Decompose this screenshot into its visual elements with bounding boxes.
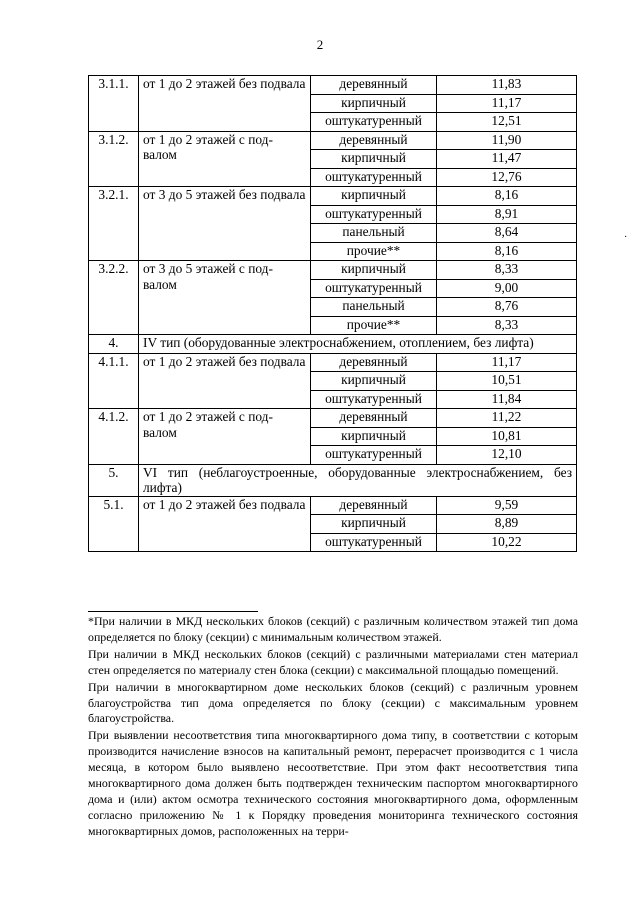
rates-table — [88, 75, 577, 552]
section-number: 4. — [89, 335, 139, 354]
wall-material: прочие** — [311, 316, 437, 335]
wall-material: деревянный — [311, 496, 437, 515]
section-row — [89, 464, 577, 496]
row-number: 4.1.1. — [89, 353, 139, 409]
table-row — [89, 187, 577, 206]
row-number: 5.1. — [89, 496, 139, 552]
rate-value: 11,84 — [437, 390, 577, 409]
rate-value: 8,64 — [437, 224, 577, 243]
rate-value: 10,22 — [437, 533, 577, 552]
wall-material: кирпичный — [311, 187, 437, 206]
wall-material: деревянный — [311, 353, 437, 372]
footnote-separator — [88, 611, 258, 612]
row-number: 3.1.1. — [89, 76, 139, 132]
rate-value: 8,89 — [437, 515, 577, 534]
row-description: от 1 до 2 этажей без подвала — [139, 496, 311, 552]
rate-value: 8,76 — [437, 298, 577, 317]
table-row — [89, 76, 577, 95]
wall-material: оштукатуренный — [311, 279, 437, 298]
table-row — [89, 409, 577, 428]
section-title: IV тип (оборудованные электроснабжением, отоплением, без лифта) — [139, 335, 577, 354]
wall-material: панельный — [311, 224, 437, 243]
wall-material: кирпичный — [311, 372, 437, 391]
footnote-paragraph: При наличии в многоквартирном доме нескольких блоков (секций) с различным уровнем благоустройства тип дома определяется по блоку (секции) с максимальным уровнем благоустройства. — [88, 679, 578, 726]
footnotes — [88, 614, 578, 841]
rate-value: 12,51 — [437, 113, 577, 132]
rate-value: 11,90 — [437, 131, 577, 150]
table-row — [89, 261, 577, 280]
table-row — [89, 353, 577, 372]
row-number: 4.1.2. — [89, 409, 139, 465]
wall-material: оштукатуренный — [311, 168, 437, 187]
footnote-paragraph: При выявлении несоответствия типа многоквартирного дома типу, в соответствии с которым производится начисление взносов на капитальный ремонт, перерасчет производится с 1 числа месяца, в котором было выявлено несоответствие. При этом факт несоответствия типа многоквартирного дома должен быть подтвержден техническим паспортом многоквартирного дома и (или) актом осмотра технического состояния многоквартирного дома, оформленным согласно приложению № 1 к Порядку проведения мониторинга технического состояния многоквартирных домов, расположенных на терри- — [88, 728, 578, 838]
section-number: 5. — [89, 464, 139, 496]
wall-material: прочие** — [311, 242, 437, 261]
rate-value: 11,47 — [437, 150, 577, 169]
rate-value: 9,59 — [437, 496, 577, 515]
stray-mark: · — [624, 232, 628, 243]
wall-material: оштукатуренный — [311, 113, 437, 132]
wall-material: оштукатуренный — [311, 446, 437, 465]
wall-material: деревянный — [311, 76, 437, 95]
row-number: 3.2.2. — [89, 261, 139, 335]
rate-value: 12,76 — [437, 168, 577, 187]
rate-value: 11,17 — [437, 94, 577, 113]
table-row — [89, 496, 577, 515]
table-row — [89, 131, 577, 150]
rate-value: 11,22 — [437, 409, 577, 428]
wall-material: оштукатуренный — [311, 205, 437, 224]
row-description: от 1 до 2 этажей с под-валом — [139, 131, 311, 187]
wall-material: кирпичный — [311, 94, 437, 113]
rate-value: 12,10 — [437, 446, 577, 465]
page-number: 2 — [316, 37, 324, 52]
rate-value: 11,83 — [437, 76, 577, 95]
row-description: от 1 до 2 этажей без подвала — [139, 353, 311, 409]
wall-material: кирпичный — [311, 150, 437, 169]
row-number: 3.2.1. — [89, 187, 139, 261]
footnote-paragraph: *При наличии в МКД нескольких блоков (секций) с различным количеством этажей тип дома определяется по блоку (секции) с минимальным количеством этажей. — [88, 614, 578, 644]
footnote-paragraph: При наличии в МКД нескольких блоков (секций) с различными материалами стен материал стен определяется по материалу стен блока (секции) с максимальной площадью помещений. — [88, 646, 578, 677]
rate-value: 8,33 — [437, 261, 577, 280]
wall-material: кирпичный — [311, 427, 437, 446]
wall-material: панельный — [311, 298, 437, 317]
row-description: от 1 до 2 этажей с под-валом — [139, 409, 311, 465]
row-description: от 1 до 2 этажей без подвала — [139, 76, 311, 132]
wall-material: оштукатуренный — [311, 390, 437, 409]
rate-value: 11,17 — [437, 353, 577, 372]
row-description: от 3 до 5 этажей без подвала — [139, 187, 311, 261]
rate-value: 10,51 — [437, 372, 577, 391]
wall-material: оштукатуренный — [311, 533, 437, 552]
wall-material: деревянный — [311, 409, 437, 428]
rate-value: 9,00 — [437, 279, 577, 298]
row-number: 3.1.2. — [89, 131, 139, 187]
rate-value: 8,91 — [437, 205, 577, 224]
rate-value: 8,33 — [437, 316, 577, 335]
rate-value: 8,16 — [437, 242, 577, 261]
row-description: от 3 до 5 этажей с под-валом — [139, 261, 311, 335]
wall-material: деревянный — [311, 131, 437, 150]
wall-material: кирпичный — [311, 515, 437, 534]
wall-material: кирпичный — [311, 261, 437, 280]
rate-value: 8,16 — [437, 187, 577, 206]
rate-value: 10,81 — [437, 427, 577, 446]
section-title: VI тип (неблагоустроенные, оборудованные электроснабжением, без лифта) — [139, 464, 577, 496]
section-row — [89, 335, 577, 354]
